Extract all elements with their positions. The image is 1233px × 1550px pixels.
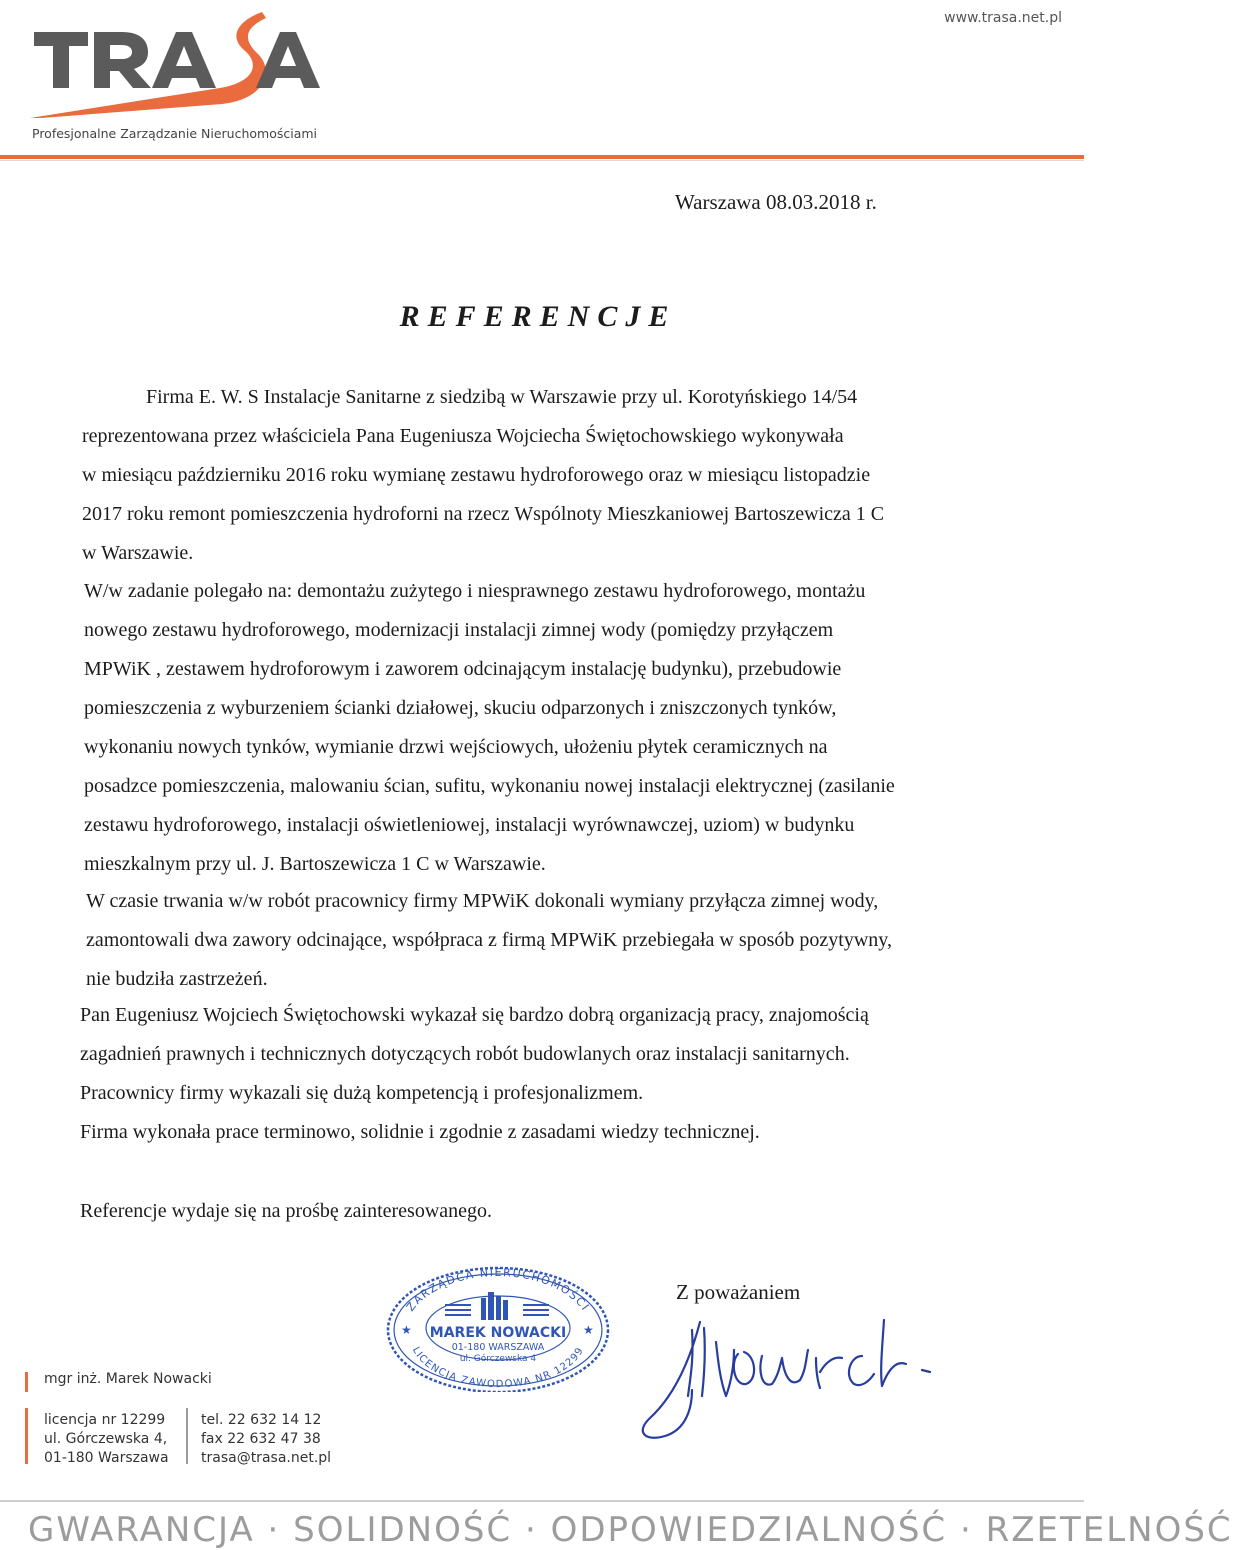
- stamp-bottom-text: LICENCJA ZAWODOWA NR 12299: [409, 1345, 587, 1391]
- contact-license: licencja nr 12299: [44, 1412, 166, 1428]
- svg-text:★: ★: [583, 1323, 594, 1337]
- text-line: w miesiącu październiku 2016 roku wymianę zestawu hydroforowego oraz w miesiącu listopadzie: [82, 464, 871, 486]
- stamp-top-text: ZARZĄDCA NIERUCHOMOŚCI: [403, 1265, 593, 1314]
- stamp-postcode: 01-180 WARSZAWA: [451, 1342, 545, 1353]
- paragraph-assessment: [80, 996, 1005, 1152]
- handwritten-signature: [630, 1300, 970, 1450]
- text-line: posadzce pomieszczenia, malowaniu ścian, sufitu, wykonaniu nowej instalacji elektrycznej (zasilanie: [84, 775, 895, 797]
- text-line: Pan Eugeniusz Wojciech Świętochowski wykazał się bardzo dobrą organizacją pracy, znajomością: [80, 1004, 869, 1026]
- contact-channels: [201, 1411, 331, 1468]
- trasa-logo: [30, 10, 330, 120]
- text-line: reprezentowana przez właściciela Pana Eugeniusza Wojciecha Świętochowskiego wykonywała: [82, 425, 844, 447]
- text-line: Firma E. W. S Instalacje Sanitarne z siedzibą w Warszawie przy ul. Korotyńskiego 14/54: [146, 386, 858, 408]
- text-line: Referencje wydaje się na prośbę zainteresowanego.: [80, 1200, 493, 1222]
- official-stamp: [383, 1262, 613, 1392]
- text-line: wykonaniu nowych tynków, wymianie drzwi wejściowych, ułożeniu płytek ceramicznych na: [84, 736, 828, 758]
- footer-motto: GWARANCJA · SOLIDNOŚĆ · ODPOWIEDZIALNOŚĆ · RZETELNOŚĆ: [28, 1510, 1233, 1550]
- text-line: nie budziła zastrzeżeń.: [86, 968, 268, 990]
- paragraph-scope: [80, 572, 1005, 884]
- contact-city: 01-180 Warszawa: [44, 1450, 169, 1466]
- contact-accent-bar: [25, 1372, 28, 1392]
- letter-title: REFERENCJE: [399, 300, 677, 333]
- stamp-name: MAREK NOWACKI: [429, 1325, 567, 1341]
- contact-phone[interactable]: tel. 22 632 14 12: [201, 1412, 322, 1428]
- text-line: mieszkalnym przy ul. J. Bartoszewicza 1 C w Warszawie.: [84, 853, 546, 875]
- logo-subtitle: Profesjonalne Zarządzanie Nieruchomościami: [32, 126, 318, 141]
- paragraph-mpwik: [80, 882, 1005, 999]
- building-emblem: [445, 1292, 549, 1320]
- text-line: zamontowali dwa zawory odcinające, współpraca z firmą MPWiK przebiegała w sposób pozytywny,: [86, 929, 892, 951]
- contact-email[interactable]: trasa@trasa.net.pl: [201, 1450, 332, 1466]
- svg-text:★: ★: [401, 1323, 412, 1337]
- website-link[interactable]: www.trasa.net.pl: [944, 10, 1062, 26]
- text-line: Firma wykonała prace terminowo, solidnie i zgodnie z zasadami wiedzy technicznej.: [80, 1121, 760, 1143]
- text-line: 2017 roku remont pomieszczenia hydroforni na rzecz Wspólnoty Mieszkaniowej Bartoszewicza 1 C: [82, 503, 885, 525]
- footer-divider: [0, 1500, 1084, 1502]
- contact-address: [44, 1411, 169, 1468]
- text-line: pomieszczenia z wyburzeniem ścianki działowej, skuciu odparzonych i zniszczonych tynków,: [84, 697, 837, 719]
- letter-date: Warszawa 08.03.2018 r.: [675, 190, 877, 214]
- text-line: nowego zestawu hydroforowego, modernizacji instalacji zimnej wody (pomiędzy przyłączem: [84, 619, 834, 641]
- paragraph-intro: [80, 378, 1005, 573]
- contact-accent-bar: [25, 1408, 28, 1464]
- stamp-street: ul. Górczewska 4: [459, 1354, 537, 1364]
- text-line: w Warszawie.: [82, 542, 194, 564]
- text-line: zestawu hydroforowego, instalacji oświetleniowej, instalacji wyrównawczej, uziom) w budynku: [84, 814, 855, 836]
- stamp-graphic: [383, 1262, 613, 1392]
- contact-name: mgr inż. Marek Nowacki: [44, 1371, 212, 1387]
- closing-salutation: Z poważaniem: [676, 1280, 801, 1304]
- contact-divider: [186, 1408, 188, 1464]
- text-line: Pracownicy firmy wykazali się dużą kompetencją i profesjonalizmem.: [80, 1082, 644, 1104]
- text-line: zagadnień prawnych i technicznych dotyczących robót budowlanych oraz instalacji sanitarnych.: [80, 1043, 850, 1065]
- paragraph-issued: [80, 1192, 1005, 1231]
- signature-stroke: [630, 1300, 970, 1450]
- contact-fax: fax 22 632 47 38: [201, 1431, 321, 1447]
- text-line: W czasie trwania w/w robót pracownicy firmy MPWiK dokonali wymiany przyłącza zimnej wody,: [86, 890, 879, 912]
- header-divider: [0, 160, 1084, 161]
- logo-wordmark: [30, 10, 330, 120]
- text-line: W/w zadanie polegało na: demontażu zużytego i niesprawnego zestawu hydroforowego, montażu: [84, 580, 866, 602]
- header-accent-rule: [0, 155, 1084, 159]
- contact-street: ul. Górczewska 4,: [44, 1431, 168, 1447]
- text-line: MPWiK , zestawem hydroforowym i zaworem odcinającym instalację budynku), przebudowie: [84, 658, 842, 680]
